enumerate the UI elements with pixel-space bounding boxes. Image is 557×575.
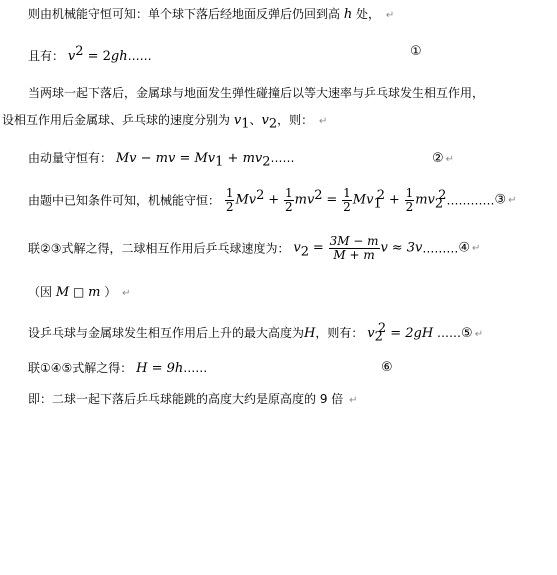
line-1-tail: 处， <box>356 7 381 21</box>
fraction-half-1: $\frac{1}{2}$ <box>225 186 234 214</box>
paragraph-mark: ↵ <box>385 10 395 21</box>
term-Mv: Mv <box>235 192 257 208</box>
term-mv2: mv <box>415 192 435 208</box>
paragraph-mark: ↵ <box>349 395 358 406</box>
equation-3-line: 由题中已知条件可知，机械能守恒： $\frac{1}{2}$ Mv$^2$ + $\frac{1}{2}$ $mv^2$ = $\frac{1}{2}$ $Mv_1^2$ + $\frac{1}{2}$ $mv_2^2\dots\dots\dots\dots ③$ ↵ <box>28 186 517 214</box>
equation-1-rhs-b: gh <box>110 49 128 64</box>
line-4-sep: 、 <box>249 113 262 127</box>
line-4-tail: ，则： <box>277 113 314 127</box>
equation-2-sub-2: 2 <box>262 154 271 170</box>
equation-4-line: 联②③式解之得，二球相互作用后乒乓球速度为： $v_2$ = $\frac{3M - m}{M + m}$ v ≈ 3v………④ ↵ <box>28 234 481 262</box>
condition-line: （因 M □ m ） ↵ <box>28 285 131 300</box>
paragraph-mark: ↵ <box>474 329 484 340</box>
text-line-1 <box>28 6 394 24</box>
conclusion-line <box>28 391 358 409</box>
equation-6-dots: …… <box>183 361 208 375</box>
equation-5-dots: …… <box>437 326 462 340</box>
paragraph-mark: ↵ <box>508 194 517 206</box>
equation-6-line <box>28 360 207 377</box>
equation-1-dots: …… <box>127 49 152 63</box>
text-line-4 <box>2 112 327 132</box>
equation-1-lhs: v <box>67 49 76 64</box>
equation-5-line: 设乒乓球与金属球发生相互作用后上升的最大高度为H，则有： $v_2^2 = 2gH$ ……⑤ ↵ <box>28 321 484 345</box>
equation-1-line <box>28 44 152 65</box>
equation-3-number: ③ <box>494 192 507 208</box>
equation-1-rhs-a: = 2 <box>83 49 111 64</box>
fraction-half-4: $\frac{1}{2}$ <box>405 186 414 214</box>
equation-3-label: 由题中已知条件可知，机械能守恒： <box>28 193 221 208</box>
var-H: H <box>304 326 316 341</box>
equation-4-label: 联②③式解之得，二球相互作用后乒乓球速度为： <box>28 241 290 256</box>
missing-symbol-box: □ <box>72 285 85 299</box>
fraction-half-3: $\frac{1}{2}$ <box>343 186 351 214</box>
term-mv: mv <box>294 192 315 208</box>
text-line-3 <box>28 85 484 101</box>
equation-6-label: 联①④⑤式解之得： <box>28 361 133 375</box>
conclusion-text: 即：二球一起下落后乒乓球能跳的高度大约是原高度的 9 倍 <box>28 392 344 406</box>
equation-2-line <box>28 150 295 170</box>
equation-5-label: 设乒乓球与金属球发生相互作用后上升的最大高度为 <box>28 326 305 340</box>
fraction-half-2: $\frac{1}{2}$ <box>284 186 293 214</box>
equation-4-dots: ……… <box>422 241 459 256</box>
equation-1-sup: 2 <box>75 44 84 59</box>
velocity-ratio-fraction: $\frac{3M - m}{M + m}$ <box>329 234 379 262</box>
paragraph-mark: ↵ <box>445 154 455 165</box>
equation-2-sub-1: 1 <box>215 154 224 170</box>
equation-2-dots: …… <box>270 151 295 165</box>
paragraph-mark: ↵ <box>472 242 481 254</box>
line-4-text: 设相互作用后金属球、乒乓球的速度分别为 <box>2 113 231 127</box>
equation-6-formula: H = 9h <box>136 361 184 376</box>
line-3-text: 当两球一起下落后，金属球与地面发生弹性碰撞后以等大速率与乒乓球发生相互作用， <box>28 86 485 100</box>
var-v2-sub: 2 <box>268 116 278 132</box>
equation-5-number: ⑤ <box>461 326 473 341</box>
paragraph-mark: ↵ <box>122 288 131 299</box>
equation-4-number: ④ <box>458 240 471 256</box>
equation-5-rhs: = 2gH <box>386 326 434 341</box>
paragraph-mark: ↵ <box>318 116 328 127</box>
line-1-text: 则由机械能守恒可知：单个球下落后经地面反弹后仍回到高 <box>28 7 341 21</box>
equation-2-label: 由动量守恒有： <box>28 151 113 165</box>
equation-4-lhs: v <box>293 240 301 256</box>
equation-3-dots: ………… <box>446 193 495 208</box>
equation-1-number: ① <box>410 44 422 59</box>
var-h: h <box>343 7 353 22</box>
equation-5-lhs: v <box>367 326 375 341</box>
equation-2-formula: Mv − mv = Mv <box>115 151 216 166</box>
equation-2-plus: + mv <box>223 151 263 166</box>
equation-4-approx: ≈ 3v <box>391 240 423 256</box>
term-Mv1: Mv <box>352 192 374 208</box>
var-v1-sub: 1 <box>241 116 250 132</box>
var-v1: v <box>233 113 242 128</box>
equation-1-label: 且有： <box>28 49 65 63</box>
equation-2-number-wrap <box>432 150 454 168</box>
var-v2: v <box>261 113 269 128</box>
equation-2-number: ② <box>432 151 444 166</box>
equation-6-number: ⑥ <box>381 360 393 375</box>
